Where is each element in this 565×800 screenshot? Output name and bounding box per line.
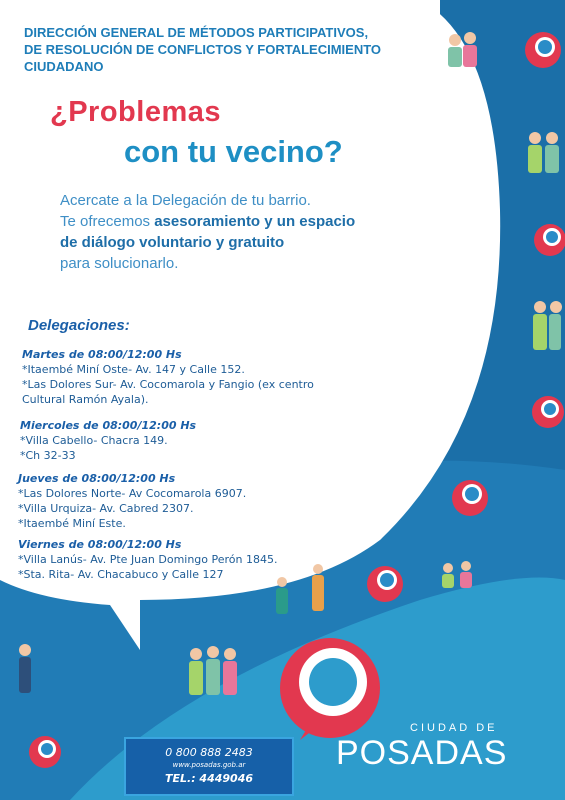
brand-ciudad-de: CIUDAD DE [410, 722, 498, 734]
intro-bold: de diálogo voluntario y gratuito [60, 234, 285, 251]
schedule-line: *Sta. Rita- Av. Chacabuco y Calle 127 [18, 568, 224, 581]
schedule-line: *Villa Lanús- Av. Pte Juan Domingo Perón 1845. [18, 553, 278, 566]
intro-line [60, 232, 420, 253]
headline-problemas: ¿Problemas [50, 96, 221, 128]
person-icon [19, 644, 31, 693]
intro-bold: asesoramiento y un espacio [154, 213, 356, 230]
intro-line: para solucionarlo. [60, 255, 179, 272]
schedule-line: *Ch 32-33 [20, 449, 76, 462]
schedule-day: Martes de 08:00/12:00 Hs [22, 348, 182, 361]
brand-posadas: POSADAS [336, 734, 508, 772]
schedule-line: Cultural Ramón Ayala). [22, 393, 149, 406]
intro-text [60, 190, 420, 274]
speech-badge-icon [532, 396, 564, 428]
schedule-block [20, 418, 410, 463]
delegaciones-title: Delegaciones: [28, 317, 130, 334]
intro-line [60, 211, 420, 232]
contact-box [124, 737, 294, 796]
schedule-line: *Las Dolores Sur- Av. Cocomarola y Fangio (ex centro [22, 378, 314, 391]
schedule-line: *Itaembé Miní Oste- Av. 147 y Calle 152. [22, 363, 245, 376]
schedule-block [22, 347, 412, 407]
schedule-line: *Las Dolores Norte- Av Cocomarola 6907. [18, 487, 247, 500]
schedule-day: Viernes de 08:00/12:00 Hs [18, 538, 182, 551]
schedule-line: *Villa Cabello- Chacra 149. [20, 434, 168, 447]
contact-phone[interactable]: 0 800 888 2483 [165, 746, 253, 759]
speech-badge-icon [29, 736, 61, 768]
intro-line: Acercate a la Delegación de tu barrio. [60, 192, 311, 209]
intro-plain: Te ofrecemos [60, 213, 155, 230]
schedule-block [18, 471, 408, 531]
speech-badge-icon [525, 32, 561, 68]
contact-website[interactable]: www.posadas.gob.ar [172, 761, 246, 769]
speech-badge-icon [452, 480, 488, 516]
headline-vecino: con tu vecino? [124, 134, 343, 169]
header-line: DE RESOLUCIÓN DE CONFLICTOS Y FORTALECIMIENTO [24, 42, 382, 57]
schedule-day: Jueves de 08:00/12:00 Hs [18, 472, 176, 485]
person-icon [276, 577, 288, 614]
schedule-line: *Itaembé Miní Este. [18, 517, 126, 530]
speech-badge-icon [534, 224, 565, 256]
people-group-icon [189, 646, 237, 695]
schedule-block [18, 537, 408, 582]
header-line: DIRECCIÓN GENERAL DE MÉTODOS PARTICIPATIVOS, [24, 25, 369, 40]
header-title [24, 24, 454, 75]
schedule-day: Miercoles de 08:00/12:00 Hs [20, 419, 197, 432]
schedule-line: *Villa Urquiza- Av. Cabred 2307. [18, 502, 194, 515]
header-line: CIUDADANO [24, 59, 104, 74]
contact-tel[interactable]: TEL.: 4449046 [164, 772, 253, 785]
